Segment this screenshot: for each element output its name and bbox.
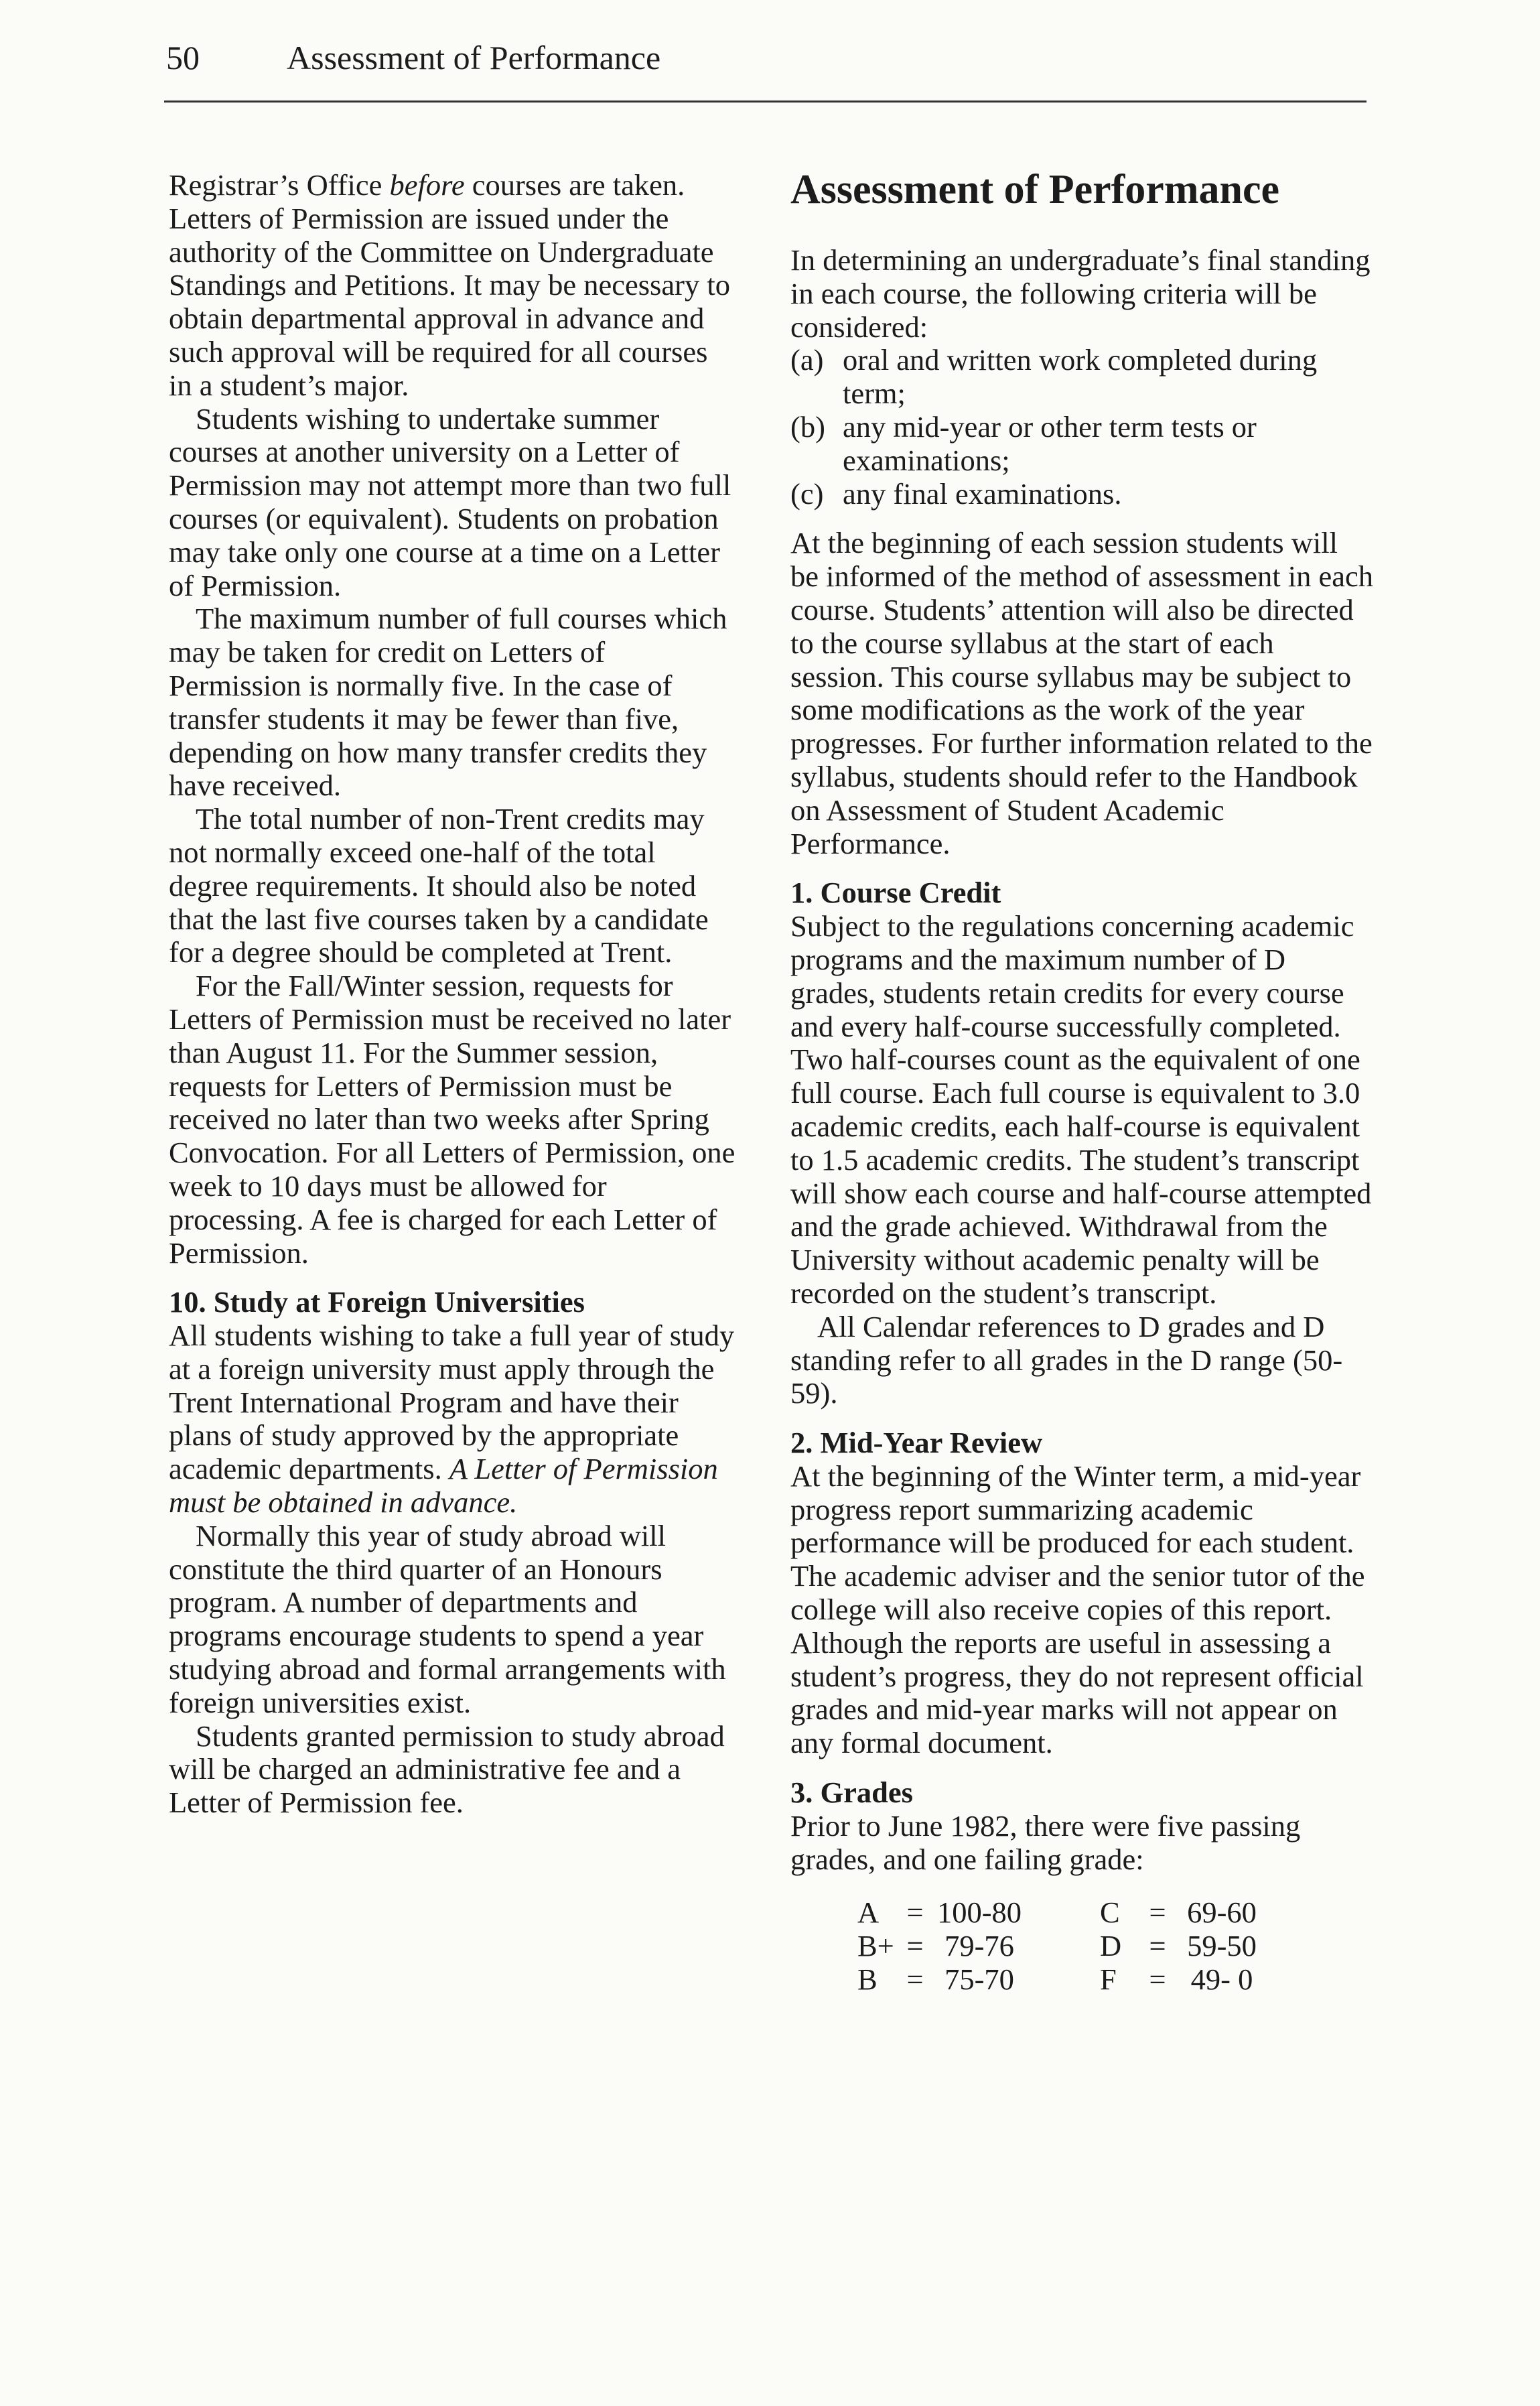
list-label: (b) — [790, 409, 825, 444]
right-column — [790, 169, 1373, 1997]
table-row — [857, 1963, 1269, 1997]
paragraph: For the Fall/Winter session, requests for Letters of Permission must be received no later than August 11. For the Summer session, requests for Letters of Permission must be received no later than two weeks after Spring Convocation. For all Letters of Permission, one week to 10 days must be allowed for processing. A fee is charged for each Letter of Permission. — [169, 969, 736, 1270]
list-label: (a) — [790, 343, 824, 377]
list-text: oral and written work completed during term; — [843, 343, 1318, 411]
emphasis: before — [389, 168, 465, 202]
grade-letter: B — [857, 1962, 878, 1997]
running-title: Assessment of Performance — [287, 39, 661, 76]
italic-note: A Letter of Permission must be obtained in advance. — [169, 1452, 718, 1520]
paragraph: The maximum number of full courses which may be taken for credit on Letters of Permission is normally five. In the case of transfer students it may be fewer than five, depending on how many transfer credits they have received. — [169, 602, 727, 803]
paragraph: At the beginning of the Winter term, a mid-year progress report summarizing academic performance will be produced for each student. The academic adviser and the senior tutor of the college will also receive copies of this report. Although the reports are useful in assessing a student’s progress, they do not represent official grades and mid-year marks will not appear on any formal document. — [790, 1459, 1365, 1760]
paragraph: Subject to the regulations concerning academic programs and the maximum number of D grades, students retain credits for every course and every half-course successfully completed. Two half-courses count as the equivalent of one full course. Each full course is equivalent to 3.0 academic credits, each half-course is equivalent to 1.5 academic credits. The student’s transcript will show each course and half-course attempted and the grade achieved. Withdrawal from the University without academic penalty will be recorded on the student’s transcript. — [790, 909, 1372, 1310]
grade-range: 100-80 — [936, 1895, 1022, 1930]
grade-range: 49- 0 — [1190, 1962, 1253, 1997]
header-rule — [164, 101, 1367, 103]
equals-sign: = — [906, 1895, 924, 1930]
grade-letter: C — [1100, 1895, 1120, 1930]
paragraph: Students wishing to undertake summer courses at another university on a Letter of Permission may not attempt more than two full courses (or equivalent). Students on probation may take only one course at a time on a Letter of Permission. — [169, 401, 731, 602]
list-item — [790, 478, 1373, 511]
paragraph: Registrar’s Office before courses are taken. Letters of Permission are issued under the authority of the Committee on Undergraduate Standings and Petitions. It may be necessary to obtain departmental approval in advance and such approval will be required for all courses in a student’s major. — [169, 168, 730, 402]
table-row — [857, 1930, 1269, 1963]
grade-range: 69-60 — [1187, 1895, 1257, 1930]
grade-letter: A — [857, 1895, 880, 1930]
grade-range: 59-50 — [1187, 1929, 1257, 1963]
intro-paragraph: In determining an undergraduate’s final standing in each course, the following criteria will be considered: — [790, 243, 1371, 344]
section-heading-course-credit: 1. Course Credit — [790, 876, 1001, 910]
paragraph: Students granted permission to study abroad will be charged an administrative fee and a Letter of Permission fee. — [169, 1719, 725, 1820]
paragraph: All Calendar references to D grades and D standing refer to all grades in the D range (50-59). — [790, 1309, 1343, 1410]
equals-sign: = — [906, 1929, 924, 1963]
grade-range: 75-70 — [944, 1962, 1014, 1997]
equals-sign: = — [1149, 1929, 1166, 1963]
grade-range: 79-76 — [944, 1929, 1014, 1963]
paragraph — [169, 1319, 738, 1520]
section-title: Assessment of Performance — [790, 167, 1279, 212]
section-heading-10: 10. Study at Foreign Universities — [169, 1285, 585, 1319]
section-heading-mid-year-review: 2. Mid-Year Review — [790, 1426, 1043, 1460]
equals-sign: = — [1149, 1962, 1166, 1997]
left-column — [169, 169, 738, 1820]
list-text: any mid-year or other term tests or examinations; — [843, 409, 1257, 477]
table-row — [857, 1896, 1269, 1930]
equals-sign: = — [906, 1962, 924, 1997]
list-text: any final examinations. — [843, 476, 1122, 511]
paragraph-text: All students wishing to take a full year of study at a foreign university must apply through the Trent International Program and have their plans of study approved by the appropriate academic departments. — [169, 1319, 735, 1486]
paragraph: The total number of non-Trent credits may not normally exceed one-half of the total degree requirements. It should also be noted that the last five courses taken by a candidate for a degree should be completed at Trent. — [169, 802, 709, 970]
list-label: (c) — [790, 476, 824, 511]
running-header — [166, 27, 1365, 88]
paragraph: Normally this year of study abroad will constitute the third quarter of an Honours program. A number of departments and programs encourage students to spend a year studying abroad and formal arrangements with foreign universities exist. — [169, 1518, 726, 1719]
paragraph: Prior to June 1982, there were five passing grades, and one failing grade: — [790, 1808, 1301, 1876]
grade-letter: B+ — [857, 1929, 894, 1963]
paragraph: At the beginning of each session students will be informed of the method of assessment in each course. Students’ attention will also be directed to the course syllabus at the start of each session. This course syllabus may be subject to some modifications as the work of the year progresses. For further information related to the syllabus, students should refer to the Handbook on Assessment of Student Academic Performance. — [790, 526, 1373, 860]
criteria-list — [790, 344, 1373, 511]
grade-letter: F — [1100, 1962, 1117, 1997]
grade-table — [857, 1896, 1269, 1996]
equals-sign: = — [1149, 1895, 1166, 1930]
page-number: 50 — [166, 39, 200, 76]
grade-letter: D — [1100, 1929, 1122, 1963]
list-item — [790, 344, 1373, 411]
list-item — [790, 411, 1373, 478]
section-heading-grades: 3. Grades — [790, 1776, 913, 1810]
